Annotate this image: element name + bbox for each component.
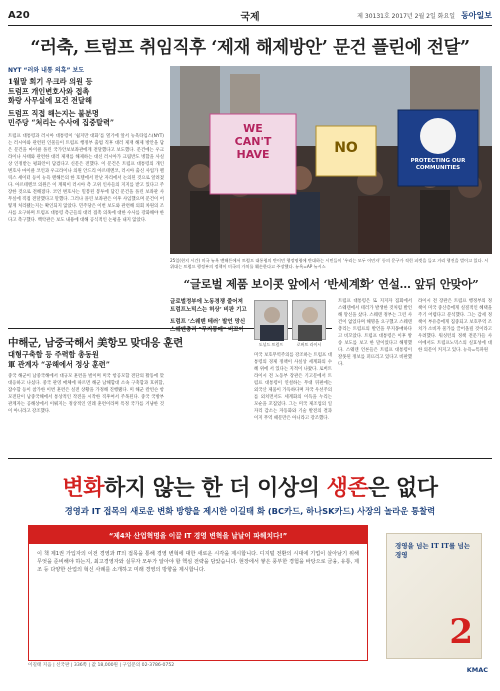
book-title: 경영을 넘는 IT IT를 넘는 경영 bbox=[395, 542, 471, 559]
sign-line: WE bbox=[243, 122, 263, 135]
ad-subtitle: 경영과 IT 접목의 새로운 변화 방향을 제시한 이길태 화 (BC카드, 하나SK카드) 사장의 놀라운 통찰력 bbox=[64, 506, 436, 516]
kicker: NYT “러와 내통 의혹” 보도 bbox=[8, 67, 85, 74]
subhead: 화랑 사무실에 묘건 전달해 bbox=[8, 96, 92, 105]
mug-name: 로버트 라이시 bbox=[296, 342, 322, 347]
photo-caption: 25일(현지 시간) 미국 뉴욕 맨해튼에서 트럼프 대통령의 반이민 행정명령에 반대하는 시민들이 ‘우리는 모두 이민자’ 등의 문구가 적힌 피켓을 들고 거리 행진을 벌이고 있다. 시위대는 트럼프 행정부의 정책이 미국의 가치를 훼손한다고 주장했다. 뉴욕=AP 뉴시스 bbox=[170, 258, 489, 269]
subhead: 글로벌정부에 노동경쟁 줄어져 bbox=[170, 299, 243, 305]
article-headline: “글로벌 제품 보이콧 앞에서 ‘반세계화’ 연설… 앞뒤 안맞아” bbox=[183, 277, 479, 291]
left-article-2-body bbox=[8, 350, 164, 455]
ad-title-part: 생존 bbox=[326, 475, 369, 501]
ad-title-part: 하지 않는 한 더 이상의 bbox=[104, 475, 327, 501]
article-body: 트럼프 대통령은 또 지지자 집회에서 스웨덴에서 테러가 발생한 것처럼 발언해 망신을 샀다. 스웨덴 정부는 그런 사건이 없었다며 해명을 요구했고 스웨덴 총리는 트럼프의 발언을 무지몽매하다고 비꼬았다. 트럼프 대통령은 이후 방송 보도를 보고 한 말이었다고 해명했다. 스웨덴 언론들은 트럼프 대통령이 잘못된 정보를 퍼뜨리고 있다고 비판했다. bbox=[338, 299, 412, 367]
book-advertisement bbox=[8, 458, 492, 676]
mugshot-reich bbox=[292, 300, 326, 340]
ad-title-part: 변화 bbox=[62, 475, 104, 501]
subhead: 스웨덴총리 “무지몽매” 비꼬아 bbox=[170, 327, 244, 333]
mugshot-trump bbox=[254, 300, 288, 340]
article-body: 트럼프 대통령과 러시아 대통령이 ‘쉽지만 대화’를 열기에 앞서 뉴욕타임스(NYT)는 러시아와 관련된 인물들이 트럼프 행정부 출범 직후 대러 제재 해제 방안을 담은 문건을 마이클 플린 국가안보보좌관에게 전달했다고 보도했다. 문건에는 우크라이나 사태와 관련한 대러 제재를 해제하는 대신 러시아가 크림반도 병합을 사실상 인정받는 평화안이 담겼다고 신문은 전했다. 이 문건은 트럼프 대통령의 개인 변호사 마이클 코언과 우크라이나 의원 안드리 아르테멘코, 러시아 출신 사업가 펠릭스 세이터 등이 뉴욕 맨해튼의 한 호텔에서 만난 자리에서 논의된 것으로 알려졌다. 아르테멘코 의원은 이 계획이 러시아 측 고위 인사들의 지지를 받고 있다고 주장한 것으로 전해졌다. 코언 변호사는 밀봉된 봉투에 담긴 문건을 플린 보좌관 사무실에 직접 전달했다고 말했다. 그러나 플린 보좌관은 이후 사임했으며 문건이 어떻게 처리됐는지는 확인되지 않았다. 민주당은 이번 보도와 관련해 의회 차원의 조사를 요구하며 트럼프 대통령 측근들의 대러 접촉 의혹에 대한 수사를 강화해야 한다고 촉구했다. 백악관은 보도 내용에 대해 공식적인 논평을 내지 않았다. bbox=[8, 133, 164, 223]
ad-footer: 이길태 지음 | 신국판 | 336쪽 | 값 18,000원 | 구입문의 02-3786-0752 bbox=[28, 663, 175, 668]
main-headline: “러축, 트럼프 취임직후 ‘제재 해제방안’ 문건 플린에 전달” bbox=[30, 38, 470, 58]
mid-article-kickers bbox=[170, 298, 250, 334]
sign-text-3: NO bbox=[334, 140, 358, 156]
subhead: 트럼프 직접 해는지는 불분명 bbox=[8, 108, 99, 118]
ad-title-part: 은 없다 bbox=[368, 475, 438, 501]
ad-box-body: 이 책 제1권 가입자의 이전 경영과 IT의 접목을 통해 경영 변혁에 대한 새로운 시각을 제시합니다. 디지털 전환의 시대에 기업이 살아남기 위해 무엇을 준비해야 하는지, 최고경영자와 실무자 모두가 알아야 할 핵심 전략을 담았습니다. 현장에서 쌓은 풍부한 경험을 바탕으로 금융, 유통, 제조 등 다양한 산업의 혁신 사례를 소개하고 미래 경영의 방향을 제시합니다. bbox=[37, 551, 359, 573]
protest-photo bbox=[170, 66, 492, 254]
newspaper-name: 동아일보 bbox=[461, 11, 492, 20]
section-label: 국제 bbox=[240, 12, 260, 23]
mug-name: 도널드 트럼프 bbox=[258, 342, 284, 347]
subhead: 1월말 회기 우크라 의원 등 bbox=[8, 77, 93, 86]
book-cover bbox=[386, 533, 482, 659]
sign-line: CAN'T bbox=[234, 135, 272, 148]
left-article bbox=[8, 66, 164, 318]
subhead: 트럼프노믹스는 허상’ 비판 기고 bbox=[170, 307, 247, 313]
issue-info: 제 30131호 2017년 2월 2일 화요일 bbox=[357, 13, 456, 20]
person-icon bbox=[293, 301, 327, 341]
ad-title bbox=[8, 471, 492, 502]
subhead: 대형구축함 등 주력함 총동원 bbox=[8, 350, 99, 359]
subhead: 트럼프 ‘스웨덴 테러’ 발언 망신 bbox=[170, 319, 246, 325]
article-headline: 中해군, 남중국해서 美항모 맞대응 훈련 bbox=[8, 328, 332, 350]
publisher-logo: KMAC bbox=[466, 666, 488, 674]
sign-text-1 bbox=[212, 122, 294, 161]
article-body: 미국 보호무역주의를 강조하는 트럼프 대통령의 경제 정책이 사실상 세계화의 수혜 위에 서 있다는 지적이 나왔다. 로버트 라이시 전 노동부 장관은 기고문에서 트럼프 대통령이 연설하는 무대 뒤편에는 외국산 제품이 가득하다며 자국 우선주의를 외치면서도 세계화의 이득을 누리는 모순을 꼬집었다. 그는 미국 제조업의 일자리 감소는 자동화와 기술 발전의 결과이지 무역 때문만은 아니라고 강조했다. bbox=[254, 353, 332, 421]
book-volume-number: 2 bbox=[449, 612, 473, 652]
ad-box-header: “제4차 산업혁명을 이끌 IT 경영 변혁을 날날이 파헤치다!” bbox=[29, 526, 367, 544]
subhead: 민주당 “처리는 수사에 집중탈력” bbox=[8, 118, 115, 127]
page-header bbox=[8, 6, 492, 26]
sign-text-2: PROTECTING OUR COMMUNITIES bbox=[410, 158, 466, 171]
subhead: 트럼프 개인변호사와 접촉 bbox=[8, 86, 90, 96]
subhead: 軍 관계자 “공해에서 정상 훈련” bbox=[8, 359, 110, 369]
ad-description-box bbox=[28, 525, 368, 661]
article-body: 라이시 전 장관은 트럼프 행정부의 정책이 미국 중산층에게 실질적인 혜택을 주기 어렵다고 분석했다. 그는 감세 정책이 부유층에게 집중되고 보호무역 조치가 소비자 물가를 끌어올릴 것이라고 우려했다. 워싱턴의 정책 전문가들 사이에서도 트럼프노믹스의 실효성에 대한 의문이 커지고 있다. 뉴욕=특파원 bbox=[418, 299, 492, 353]
person-icon bbox=[255, 301, 289, 341]
article-body: 중국 해군이 남중국해에서 대규모 훈련을 벌이며 미국 항공모함 전단의 활동에 맞대응하고 나섰다. 중국 관영 매체에 따르면 해군 남해함대 소속 구축함과 호위함, 잠수함 등이 참가한 이번 훈련은 실전 상황을 가정해 진행됐다. 미 해군 칼빈슨 항모전단이 남중국해에서 통상적인 작전을 시작한 직후여서 주목된다. 중국 국방부 관계자는 공해상에서 이뤄지는 정상적인 연례 훈련이라며 특정 국가를 겨냥한 것이 아니라고 강조했다. bbox=[8, 374, 164, 414]
sign-line: HAVE bbox=[236, 148, 270, 161]
page-number: A20 bbox=[8, 10, 30, 21]
